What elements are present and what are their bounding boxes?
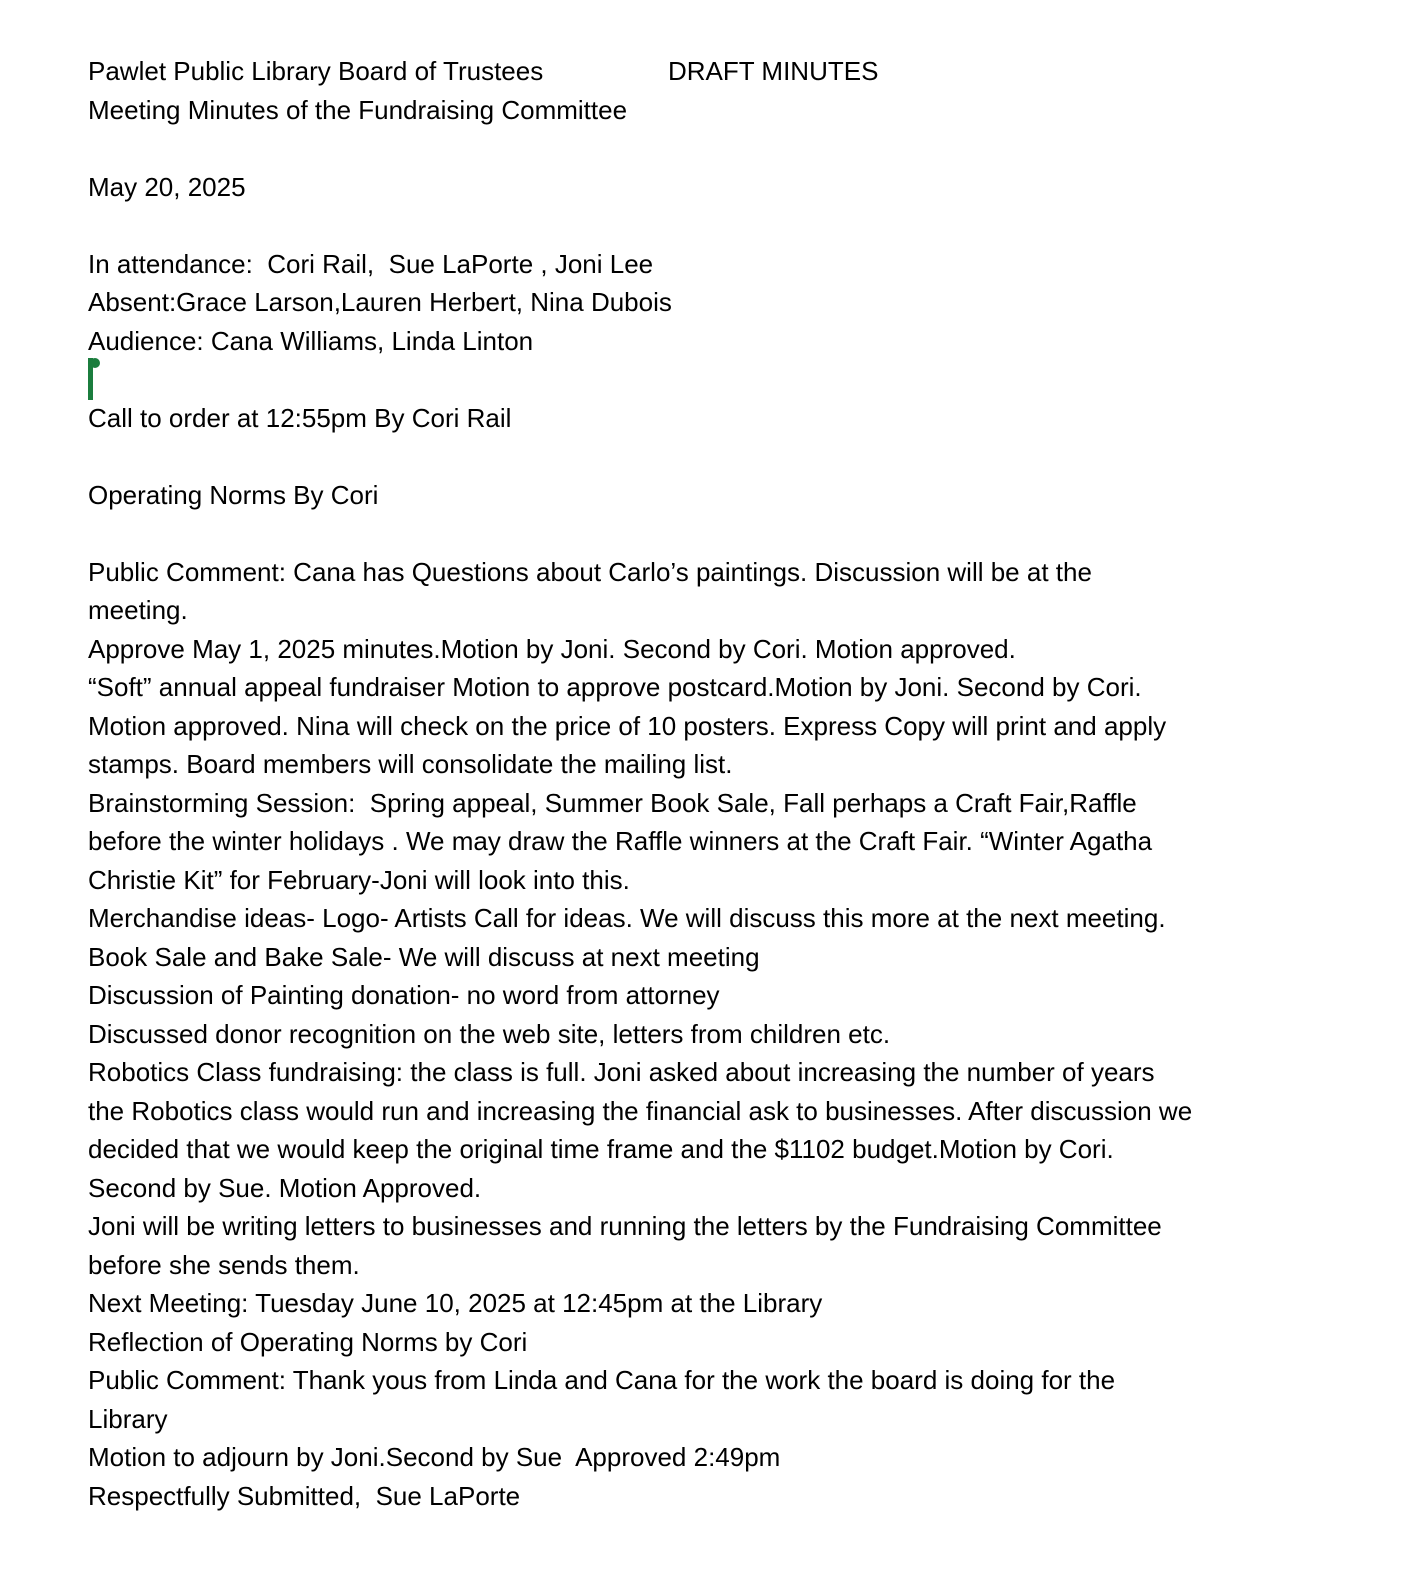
text-line: Public Comment: Thank yous from Linda and Cana for the work the board is doing for the	[88, 1365, 1116, 1395]
draft-minutes-label: DRAFT MINUTES	[668, 56, 879, 86]
text-line: before she sends them.	[88, 1249, 360, 1280]
text-line: decided that we would keep the original time frame and the $1102 budget.Motion by Cori.	[88, 1134, 1114, 1164]
text-line: Reflection of Operating Norms by Cori	[88, 1326, 528, 1357]
document-title-line	[88, 52, 1368, 91]
text-line: Respectfully Submitted, Sue LaPorte	[88, 1480, 521, 1511]
text-line: meeting.	[88, 595, 188, 625]
blank-line	[88, 360, 1368, 399]
text-line: Book Sale and Bake Sale- We will discuss at next meeting	[88, 941, 760, 972]
text-line: Approve May 1, 2025 minutes.Motion by Joni. Second by Cori. Motion approved.	[88, 633, 1016, 664]
text-line: Merchandise ideas- Logo- Artists Call for ideas. We will discuss this more at the next meeting.	[88, 903, 1166, 933]
text-line: Joni will be writing letters to businesses and running the letters by the Fundraising Committee	[88, 1211, 1162, 1241]
text-line: Robotics Class fundraising: the class is full. Joni asked about increasing the number of years	[88, 1057, 1155, 1087]
text-line: Brainstorming Session: Spring appeal, Summer Book Sale, Fall perhaps a Craft Fair,Raffle	[88, 787, 1137, 818]
text-line: In attendance: Cori Rail, Sue LaPorte , Joni Lee	[88, 248, 654, 279]
text-line: Public Comment: Cana has Questions about Carlo’s paintings. Discussion will be at the	[88, 556, 1092, 587]
text-line: the Robotics class would run and increasing the financial ask to businesses. After discussion we	[88, 1095, 1193, 1126]
text-line: Motion to adjourn by Joni.Second by Sue Approved 2:49pm	[88, 1442, 781, 1472]
text-line: Meeting Minutes of the Fundraising Committee	[88, 94, 628, 125]
text-line: Next Meeting: Tuesday June 10, 2025 at 12:45pm at the Library	[88, 1288, 823, 1318]
collaborator-text-cursor	[88, 358, 93, 400]
text-line: Discussed donor recognition on the web site, letters from children etc.	[88, 1018, 891, 1049]
text-line: Absent:Grace Larson,Lauren Herbert, Nina Dubois	[88, 287, 672, 317]
text-line: May 20, 2025	[88, 171, 246, 202]
blank-line	[88, 514, 1368, 553]
text-line: Motion approved. Nina will check on the price of 10 posters. Express Copy will print and apply	[88, 710, 1167, 741]
text-line: stamps. Board members will consolidate the mailing list.	[88, 749, 733, 779]
text-line: Library	[88, 1403, 168, 1434]
text-line: Audience: Cana Williams, Linda Linton	[88, 325, 534, 356]
document-title: Pawlet Public Library Board of Trustees	[88, 56, 544, 86]
blank-line	[88, 206, 1368, 245]
text-line: “Soft” annual appeal fundraiser Motion to approve postcard.Motion by Joni. Second by Cori.	[88, 672, 1142, 702]
text-line: Second by Sue. Motion Approved.	[88, 1172, 482, 1203]
text-line: before the winter holidays . We may draw the Raffle winners at the Craft Fair. “Winter Agatha	[88, 826, 1153, 856]
text-line: Discussion of Painting donation- no word from attorney	[88, 980, 720, 1010]
blank-line	[88, 437, 1368, 476]
blank-line	[88, 129, 1368, 168]
text-line: Call to order at 12:55pm By Cori Rail	[88, 402, 512, 433]
text-line: Operating Norms By Cori	[88, 479, 379, 510]
text-line: Christie Kit” for February-Joni will look into this.	[88, 864, 630, 895]
